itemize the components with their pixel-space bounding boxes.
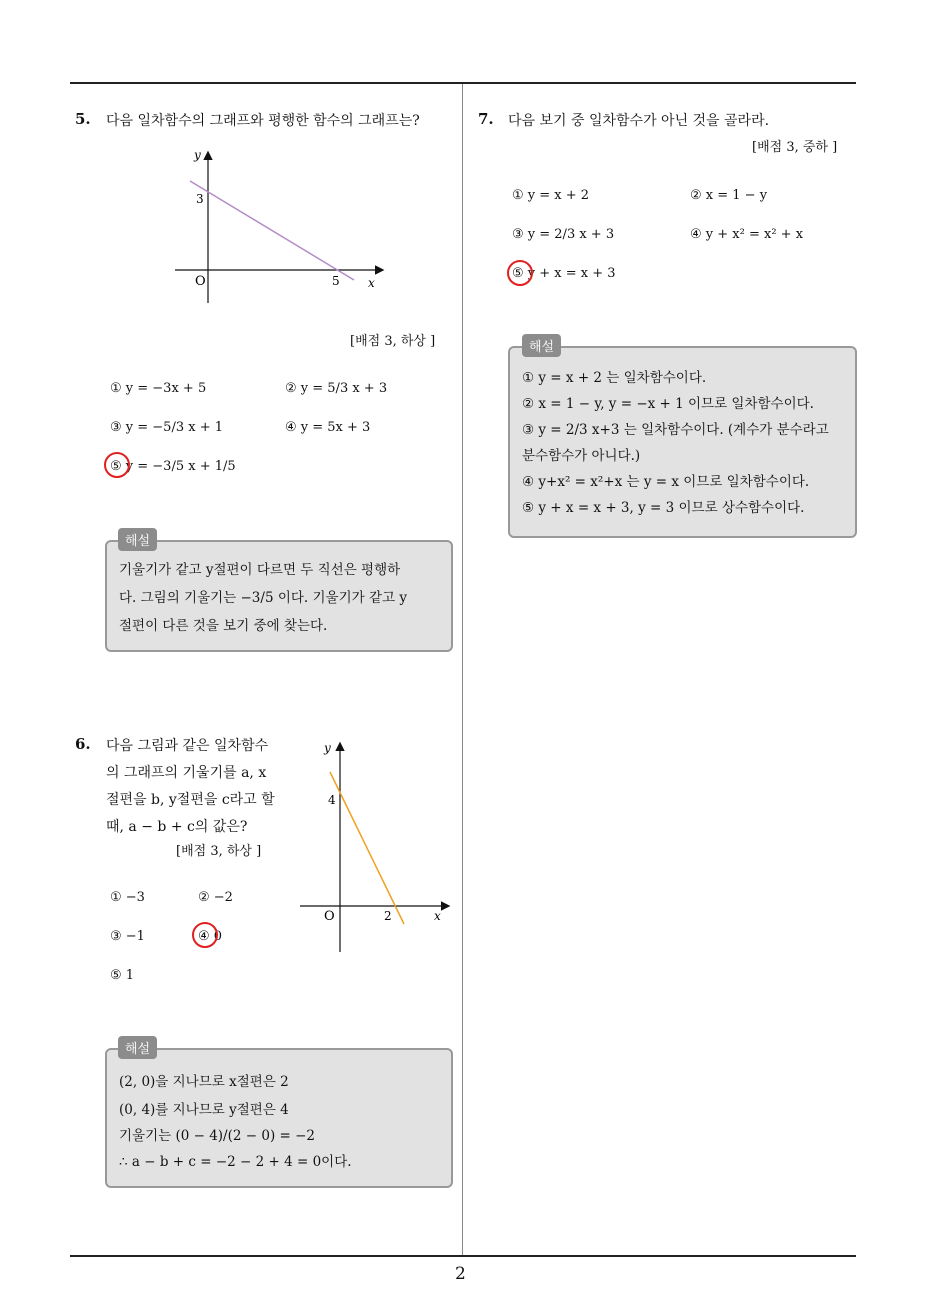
q5-option-5[interactable]: ⑤ y = −3/5 x + 1/5 <box>110 459 236 474</box>
q6-option-3[interactable]: ③ −1 <box>110 929 145 944</box>
q7-solution-tag: 해설 <box>522 334 561 357</box>
q7-question: 다음 보기 중 일차함수가 아닌 것을 골라라. <box>508 113 770 129</box>
q5-option-3[interactable]: ③ y = −5/3 x + 1 <box>110 420 223 435</box>
q6-solution-line-3: 기울기는 (0 − 4)/(2 − 0) = −2 <box>119 1128 316 1144</box>
q5-meta: [배점 3, 하상 ] <box>350 334 436 349</box>
q6-x-axis-label: x <box>434 909 441 923</box>
q5-solution-line-2: 다. 그림의 기울기는 −3/5 이다. 기울기가 같고 y <box>119 590 407 606</box>
q7-solution-line-5: ④ y+x² = x²+x 는 y = x 이므로 일차함수이다. <box>522 474 810 490</box>
column-divider <box>462 84 463 1256</box>
q5-solution-line-3: 절편이 다른 것을 보기 중에 찾는다. <box>119 618 328 634</box>
q5-option-4[interactable]: ④ y = 5x + 3 <box>285 420 371 435</box>
q5-y-intercept-label: 3 <box>196 192 204 206</box>
q7-solution-line-1: ① y = x + 2 는 일차함수이다. <box>522 370 707 386</box>
q6-question-line-4: 때, a − b + c의 값은? <box>106 819 248 835</box>
q6-solution-line-2: (0, 4)를 지나므로 y절편은 4 <box>119 1102 289 1118</box>
q6-answer-mark <box>192 922 218 948</box>
q6-solution-box <box>105 1048 453 1188</box>
q5-solution-tag: 해설 <box>118 528 157 551</box>
q6-solution-line-1: (2, 0)을 지나므로 x절편은 2 <box>119 1074 289 1090</box>
q5-solution-line-1: 기울기가 같고 y절편이 다르면 두 직선은 평행하 <box>119 562 401 578</box>
q7-option-2[interactable]: ② x = 1 − y <box>690 188 768 203</box>
q6-solution-tag: 해설 <box>118 1036 157 1059</box>
q5-function-line <box>190 181 354 280</box>
q6-question-line-2: 의 그래프의 기울기를 a, x <box>106 765 267 781</box>
q5-solution-box <box>105 540 453 652</box>
q7-option-1[interactable]: ① y = x + 2 <box>512 188 590 203</box>
q7-solution-line-4: 분수함수가 아니다.) <box>522 448 641 464</box>
q6-function-line <box>330 772 404 924</box>
q6-solution-line-4: ∴ a − b + c = −2 − 2 + 4 = 0이다. <box>119 1154 352 1170</box>
q7-solution-box <box>508 346 857 538</box>
q5-question: 다음 일차함수의 그래프와 평행한 함수의 그래프는? <box>106 113 420 129</box>
q6-option-4[interactable]: ④ 0 <box>198 929 223 944</box>
q6-graph <box>298 736 453 956</box>
q5-option-2[interactable]: ② y = 5/3 x + 3 <box>285 381 388 396</box>
q7-option-5[interactable]: ⑤ y + x = x + 3 <box>512 266 616 281</box>
q6-question-line-3: 절편을 b, y절편을 c라고 할 <box>106 792 275 808</box>
q7-option-4[interactable]: ④ y + x² = x² + x <box>690 227 804 242</box>
q6-x-intercept-label: 2 <box>384 909 392 923</box>
bottom-rule <box>70 1255 856 1257</box>
q5-number: 5. <box>75 110 91 128</box>
q7-meta: [배점 3, 중하 ] <box>752 140 838 155</box>
q5-graph <box>170 145 390 305</box>
q7-answer-mark <box>507 260 533 286</box>
q6-y-intercept-label: 4 <box>328 793 336 807</box>
q5-x-intercept-label: 5 <box>332 274 340 288</box>
q5-answer-mark <box>104 452 130 478</box>
q6-option-2[interactable]: ② −2 <box>198 890 233 905</box>
q6-number: 6. <box>75 735 91 753</box>
q7-solution-line-3: ③ y = 2/3 x+3 는 일차함수이다. (계수가 분수라고 <box>522 422 829 438</box>
q6-y-axis-label: y <box>324 741 331 755</box>
q5-y-axis-label: y <box>194 148 201 162</box>
page-number: 2 <box>455 1264 466 1284</box>
q7-number: 7. <box>478 110 494 128</box>
top-rule <box>70 82 856 84</box>
q7-solution-line-2: ② x = 1 − y, y = −x + 1 이므로 일차함수이다. <box>522 396 814 412</box>
q6-option-5[interactable]: ⑤ 1 <box>110 968 135 983</box>
q7-option-3[interactable]: ③ y = 2/3 x + 3 <box>512 227 615 242</box>
q6-question-line-1: 다음 그림과 같은 일차함수 <box>106 738 269 754</box>
q6-option-1[interactable]: ① −3 <box>110 890 145 905</box>
q5-option-1[interactable]: ① y = −3x + 5 <box>110 381 207 396</box>
q5-x-axis-label: x <box>368 276 375 290</box>
q6-meta: [배점 3, 하상 ] <box>176 844 262 859</box>
q5-origin-label: O <box>195 274 206 289</box>
q7-solution-line-6: ⑤ y + x = x + 3, y = 3 이므로 상수함수이다. <box>522 500 805 516</box>
q6-origin-label: O <box>324 909 335 924</box>
